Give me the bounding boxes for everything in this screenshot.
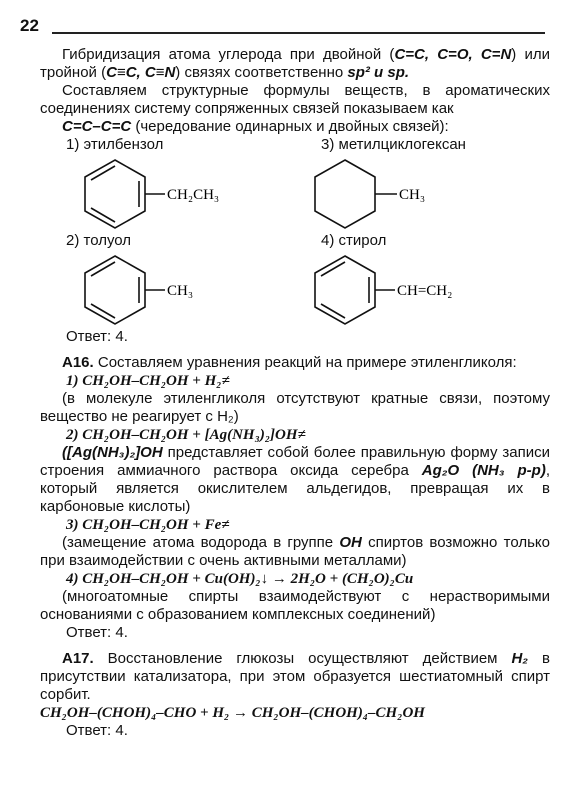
vinyl-group-label: CH=CH₂ [397, 283, 453, 299]
a17-equation: CH₂OH–(CHOH)₄–CHO + H₂ → CH₂OH–(CHOH)₄–CH₂OH [40, 705, 425, 721]
label-methylcyclohexane: 3) метилциклогексан [321, 136, 466, 153]
ethyl-group-label: CH₂CH₃ [167, 187, 220, 203]
a16-equation-4: 4) CH₂OH–CH₂OH + Cu(OH)₂↓ → 2H₂O + (CH₂O)₂Cu [66, 571, 414, 587]
text: ) связях соответственно [175, 64, 348, 81]
text: Составляем уравнения реакций на примере этиленгликоля: [93, 354, 517, 371]
a16-equation-2: 2) CH₂OH–CH₂OH + [Ag(NH₃)₂]OH≠ [66, 427, 306, 443]
a16-equation-3: 3) CH₂OH–CH₂OH + Fe≠ [66, 517, 230, 533]
a17-paragraph [40, 650, 550, 704]
text: ) или тройной ( [40, 46, 550, 81]
hybridization-paragraph [40, 46, 550, 82]
answer-a15: Ответ: 4. [66, 328, 128, 345]
task-number: А17. [62, 650, 94, 667]
header-rule [52, 32, 545, 34]
a16-heading [40, 354, 550, 372]
answer-a17: Ответ: 4. [66, 722, 128, 739]
task-number: А16. [62, 354, 94, 371]
formula: H₂ [511, 650, 529, 667]
formula: sp² и sp. [347, 64, 410, 81]
ethylbenzene-structure [85, 160, 165, 228]
answer-a16: Ответ: 4. [66, 624, 128, 641]
formula: OH [339, 534, 362, 551]
toluene-methyl-label: CH₃ [167, 283, 194, 299]
methyl-group-label: CH₃ [399, 187, 426, 203]
a16-note-4: (многоатомные спирты взаимодействуют с нерастворимыми основаниями с образованием комплексных соединений) [40, 588, 550, 623]
toluene-structure [85, 256, 165, 324]
conjugation-paragraph [40, 118, 550, 136]
text: спиртов возможно только при взаимодействии с очень активными металлами) [40, 534, 551, 569]
formula: C=C–C=C [62, 118, 132, 135]
formula: C≡C, C≡N [106, 64, 176, 81]
structures-row-2-svg [40, 250, 550, 328]
a16-note-1: (в молекуле этиленгликоля отсутствуют кратные связи, поэтому вещество не реагирует с H₂) [40, 390, 550, 425]
label-styrene: 4) стирол [321, 232, 387, 249]
text: , который является окислителем альдегидов, превращая их в карбоновые кислоты) [40, 462, 550, 515]
label-toluene: 2) толуол [66, 232, 132, 249]
structures-row-1 [40, 154, 550, 232]
formula: C=C, C=O, C=N [394, 46, 512, 63]
structure-labels-row-2 [40, 232, 550, 250]
structures-row-2 [40, 250, 550, 328]
page-number: 22 [20, 16, 39, 35]
structures-paragraph: Составляем структурные формулы веществ, в ароматических соединениях систему сопряженных связей показываем как [40, 82, 550, 117]
text: в присутствии катализатора, при этом образуется шестиатомный спирт сорбит. [40, 650, 550, 703]
text: Гибридизация атома углерода при двойной ( [62, 46, 395, 63]
methylcyclohexane-structure [315, 160, 397, 228]
page-body [40, 46, 550, 740]
structures-row-1-svg [40, 154, 550, 232]
formula: ([Ag(NH₃)₂]OH [62, 444, 163, 461]
label-ethylbenzene: 1) этилбензол [66, 136, 164, 153]
a16-note-3 [40, 534, 550, 570]
a16-equation-1: 1) CH₂OH–CH₂OH + H₂≠ [66, 373, 230, 389]
structure-labels-row-1 [40, 136, 550, 154]
text: Восстановление глюкозы осуществляют действием [93, 650, 512, 667]
text: (чередование одинарных и двойных связей): [131, 118, 449, 135]
formula: Ag₂O (NH₃ p-p) [421, 462, 546, 479]
a16-note-2 [40, 444, 550, 516]
styrene-structure [315, 256, 395, 324]
text: представляет собой более правильную форму записи строения аммиачного раствора оксида серебра [40, 444, 550, 479]
text: (замещение атома водорода в группе [62, 534, 340, 551]
